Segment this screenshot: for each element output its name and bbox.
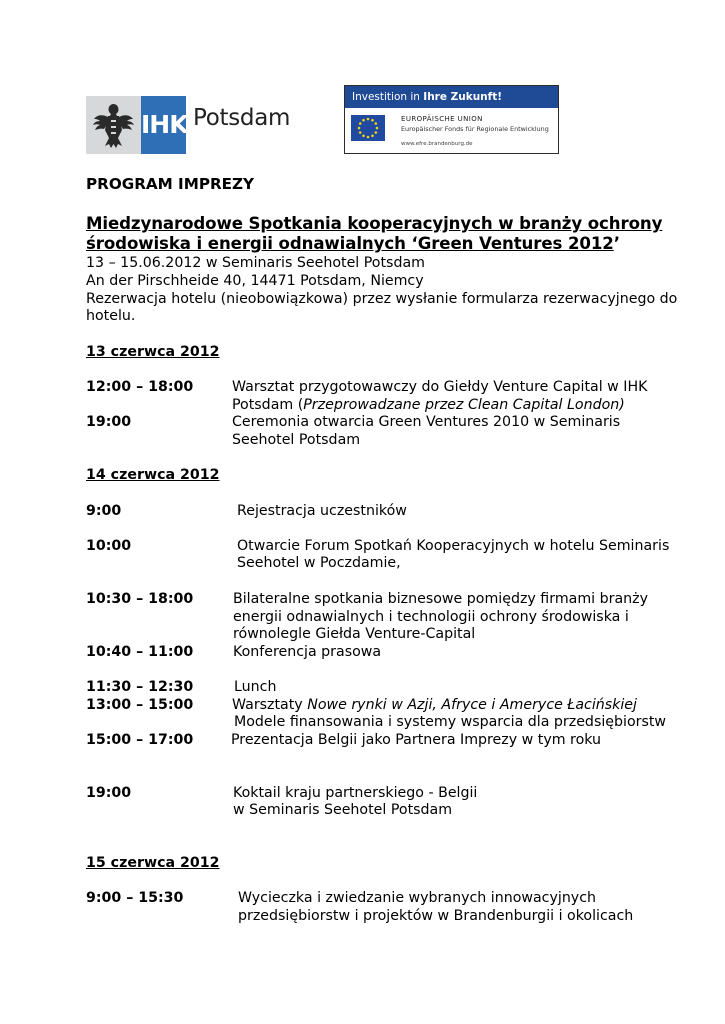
day2-e5-line1: Lunch: [234, 679, 277, 695]
day1-e1-line2-pre: Potsdam (: [232, 397, 304, 413]
event-date-place: 13 – 15.06.2012 w Seminaris Seehotel Potsdam: [86, 255, 425, 271]
hotel-note-line1: Rezerwacja hotelu (nieobowiązkowa) przez wysłanie formularza rezerwacyjnego do: [86, 291, 678, 307]
day2-e8-line1: Koktail kraju partnerskiego - Belgii: [233, 785, 478, 801]
day2-e2-line2: Seehotel w Poczdamie,: [237, 555, 401, 571]
day2-e7-time: 15:00 – 17:00: [86, 732, 194, 748]
day1-e2-line1: Ceremonia otwarcia Green Ventures 2010 w Seminaris: [232, 414, 621, 430]
event-title-line2: [86, 234, 620, 255]
event-title-line2-main: środowiska i energii odnawialnych ‘Green Ventures 2012: [86, 234, 614, 253]
day1-e1-time: 12:00 – 18:00: [86, 379, 194, 395]
eu-flag-icon: [351, 115, 385, 141]
day2-e2-time: 10:00: [86, 538, 132, 554]
event-title-line1: Miedzynarodowe Spotkania kooperacyjnych w branży ochrony: [86, 214, 663, 233]
day2-e7-line1: Prezentacja Belgii jako Partnera Imprezy w tym roku: [231, 732, 602, 748]
eu-banner: [345, 86, 558, 108]
day2-e4-time: 10:40 – 11:00: [86, 644, 194, 660]
day1-e1-line2-italic: Przeprowadzane przez Clean Capital London): [303, 397, 625, 413]
day2-date: 14 czerwca 2012: [86, 467, 220, 483]
event-address: An der Pirschheide 40, 14471 Potsdam, Niemcy: [86, 273, 424, 289]
eu-banner-strong: Ihre Zukunft!: [423, 91, 503, 103]
day2-e6-line1-italic: Nowe rynki w Azji, Afryce i Ameryce Łacińskiej: [307, 697, 637, 713]
day2-e8-line2: w Seminaris Seehotel Potsdam: [233, 802, 453, 818]
day2-e6-line1-pre: Warsztaty: [232, 697, 308, 713]
day2-e3-line1: Bilateralne spotkania biznesowe pomiędzy firmami branży: [233, 591, 648, 607]
day2-e3-line3: równolegle Giełda Venture-Capital: [233, 626, 476, 642]
day2-e6-line1: [232, 697, 637, 715]
day1-e2-line2: Seehotel Potsdam: [232, 432, 361, 448]
day2-e3-line2: energii odnawialnych i technologii ochrony środowiska i: [233, 609, 629, 625]
day2-e6-time: 13:00 – 15:00: [86, 697, 194, 713]
eu-efre-logo: [344, 85, 559, 154]
day2-e6-line2: Modele finansowania i systemy wsparcia dla przedsiębiorstw: [234, 714, 667, 730]
day2-e3-time: 10:30 – 18:00: [86, 591, 194, 607]
day1-date: 13 czerwca 2012: [86, 344, 220, 360]
day2-e1-line1: Rejestracja uczestników: [237, 503, 407, 519]
event-title-line2-tail: ’: [613, 234, 621, 253]
eu-banner-pre: Investition in: [352, 91, 424, 103]
hotel-note-line2: hotelu.: [86, 308, 136, 324]
day3-e1-line1: Wycieczka i zwiedzanie wybranych innowacyjnych: [238, 890, 596, 906]
day3-e1-time: 9:00 – 15:30: [86, 890, 184, 906]
day1-e2-time: 19:00: [86, 414, 132, 430]
ihk-wordmark: IHK: [141, 96, 186, 154]
day1-e1-line2: [232, 397, 625, 415]
day3-e1-line2: przedsiębiorstw i projektów w Brandenburgii i okolicach: [238, 908, 634, 924]
page-title: PROGRAM IMPREZY: [86, 175, 255, 193]
eu-url: www.efre.brandenburg.de: [401, 141, 473, 147]
day1-e1-line1: Warsztat przygotowawczy do Giełdy Venture Capital w IHK: [232, 379, 648, 395]
day2-e4-line1: Konferencja prasowa: [233, 644, 382, 660]
ihk-potsdam-logo: [86, 96, 296, 154]
day2-e5-time: 11:30 – 12:30: [86, 679, 194, 695]
day2-e2-line1: Otwarcie Forum Spotkań Kooperacyjnych w hotelu Seminaris: [237, 538, 670, 554]
eu-title: EUROPÄISCHE UNION: [401, 115, 483, 123]
day3-date: 15 czerwca 2012: [86, 855, 220, 871]
day2-e1-time: 9:00: [86, 503, 122, 519]
eu-fund-name: Europäischer Fonds für Regionale Entwicklung: [401, 125, 549, 133]
day2-e8-time: 19:00: [86, 785, 132, 801]
eagle-emblem-icon: [86, 96, 141, 154]
ihk-city-wordmark: Potsdam: [193, 105, 291, 131]
